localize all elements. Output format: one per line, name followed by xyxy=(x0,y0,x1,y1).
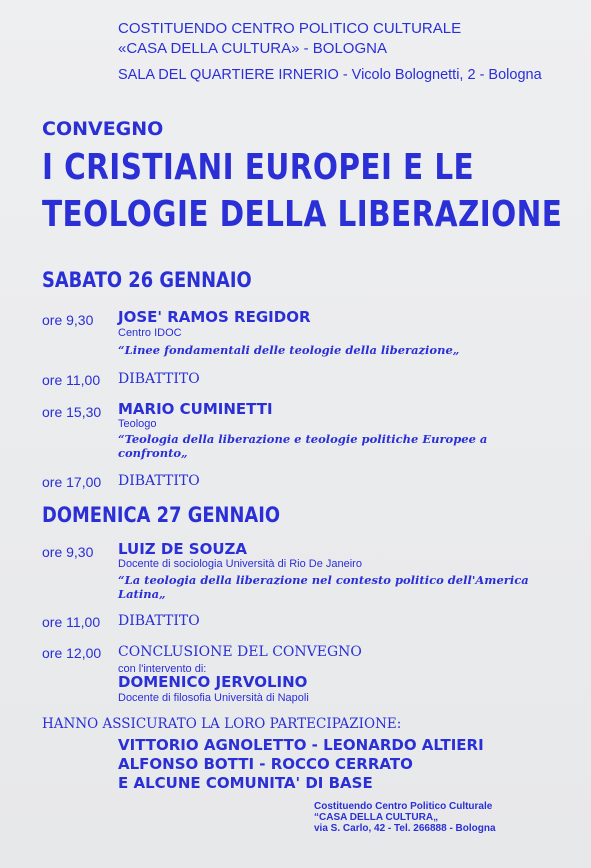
session-time: ore 9,30 xyxy=(42,544,94,560)
event-title-line-1: I CRISTIANI EUROPEI E LE xyxy=(42,147,475,188)
debate-label: DIBATTITO xyxy=(118,613,200,629)
speaker-name: MARIO CUMINETTI xyxy=(118,400,273,418)
day-heading-saturday: SABATO 26 GENNAIO xyxy=(42,268,252,292)
talk-title: “Linee fondamentali delle teologie della liberazione„ xyxy=(118,343,460,357)
session-time: ore 17,00 xyxy=(42,474,102,490)
participants-line: E ALCUNE COMUNITA' DI BASE xyxy=(118,774,373,792)
organizer-line: COSTITUENDO CENTRO POLITICO CULTURALE xyxy=(118,20,462,37)
session-time: ore 15,30 xyxy=(42,404,102,420)
footer-line: Costituendo Centro Politico Culturale xyxy=(314,801,493,812)
venue-line: SALA DEL QUARTIERE IRNERIO - Vicolo Bolognetti, 2 - Bologna xyxy=(118,67,542,83)
session-time: ore 11,00 xyxy=(42,372,101,388)
speaker-role: Docente di sociologia Università di Rio De Janeiro xyxy=(118,558,362,570)
day-heading-sunday: DOMENICA 27 GENNAIO xyxy=(42,503,281,527)
conclusion-sub: con l'intervento di: xyxy=(118,663,207,675)
session-time: ore 12,00 xyxy=(42,645,102,661)
speaker-name: JOSE' RAMOS REGIDOR xyxy=(118,308,311,326)
organizer-line-2: «CASA DELLA CULTURA» - BOLOGNA xyxy=(118,40,387,57)
participants-line: VITTORIO AGNOLETTO - LEONARDO ALTIERI xyxy=(118,736,484,754)
footer-line: “CASA DELLA CULTURA„ xyxy=(314,812,439,823)
speaker-role: Docente di filosofia Università di Napoli xyxy=(118,692,309,704)
event-kicker: CONVEGNO xyxy=(42,118,164,140)
speaker-role: Centro IDOC xyxy=(118,327,182,339)
conclusion-label: CONCLUSIONE DEL CONVEGNO xyxy=(118,644,362,660)
speaker-name: LUIZ DE SOUZA xyxy=(118,540,248,558)
speaker-role: Teologo xyxy=(118,418,157,430)
event-title-line-2: TEOLOGIE DELLA LIBERAZIONE xyxy=(42,194,563,235)
talk-title: “Teologia della liberazione e teologie politiche Europee a confronto„ xyxy=(118,432,488,460)
debate-label: DIBATTITO xyxy=(118,371,200,387)
speaker-name: DOMENICO JERVOLINO xyxy=(118,673,308,691)
session-time: ore 9,30 xyxy=(42,312,94,328)
footer-line: via S. Carlo, 42 - Tel. 266888 - Bologna xyxy=(314,823,496,834)
session-time: ore 11,00 xyxy=(42,614,101,630)
talk-title: “La teologia della liberazione nel contesto politico dell'America Latina„ xyxy=(118,573,529,601)
participants-heading: HANNO ASSICURATO LA LORO PARTECIPAZIONE: xyxy=(42,716,402,732)
participants-line: ALFONSO BOTTI - ROCCO CERRATO xyxy=(118,755,413,773)
debate-label: DIBATTITO xyxy=(118,473,200,489)
